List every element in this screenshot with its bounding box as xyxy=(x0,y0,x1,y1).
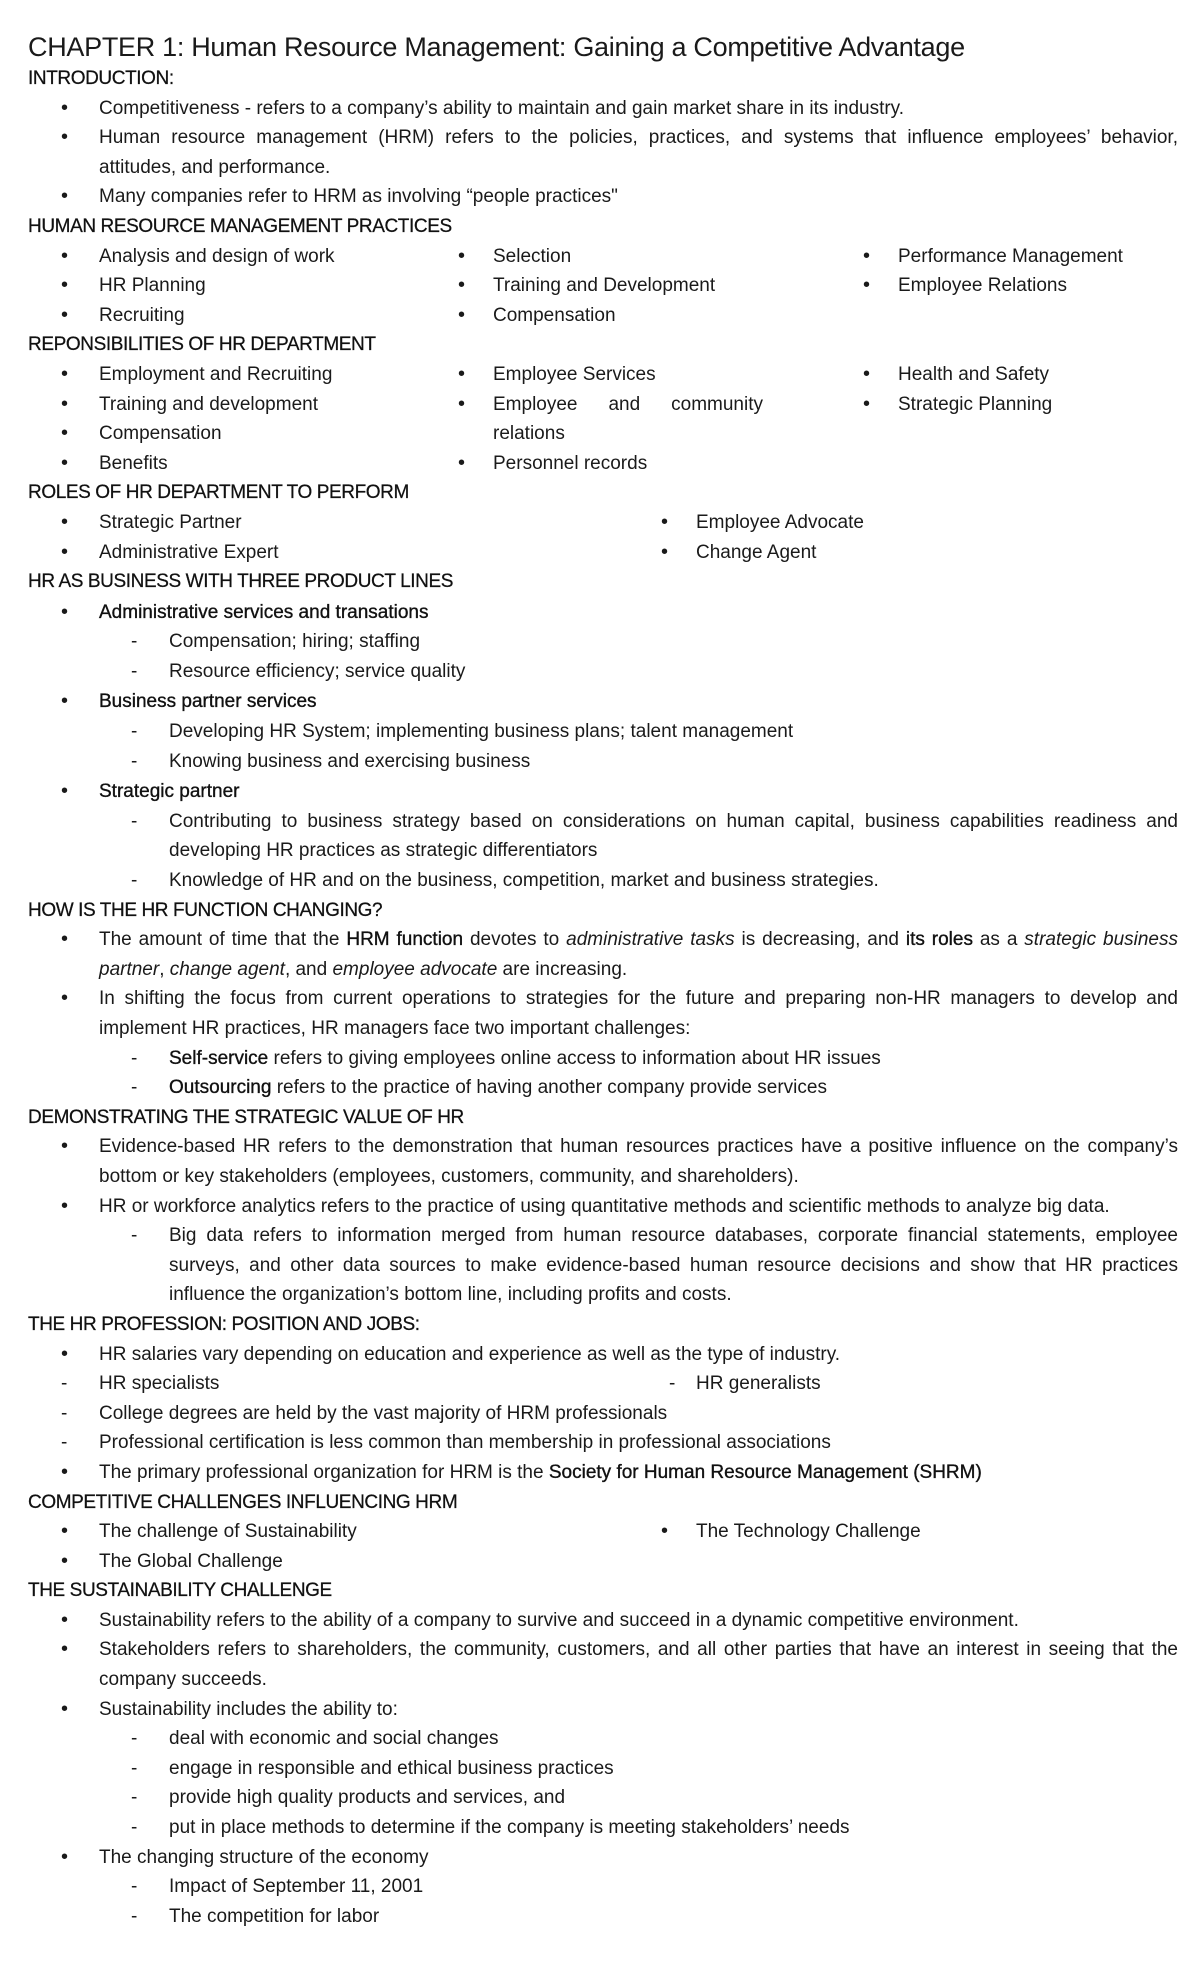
roles-heading: ROLES OF HR DEPARTMENT TO PERFORM xyxy=(28,482,409,504)
challenges-col-1 xyxy=(28,1517,666,1576)
list-item xyxy=(28,1458,1178,1488)
list-item: - Knowing business and exercising business xyxy=(28,747,1178,777)
list-item: - deal with economic and social changes xyxy=(28,1724,1178,1754)
list-item: • Evidence-based HR refers to the demonstration that human resources practices have a positive influence on the company’s bottom or key stakeholders (employees, customers, community, and shareholders). xyxy=(28,1132,1178,1191)
intro-list xyxy=(28,94,1178,212)
changing-list xyxy=(28,925,1178,1043)
profession-heading: THE HR PROFESSION: POSITION AND JOBS: xyxy=(28,1313,420,1335)
text-run: , xyxy=(159,958,170,980)
list-item: - Big data refers to information merged from human resource databases, corporate financial statements, employee surveys, and other data sources to make evidence-based human resource decisions and show that HR practices influence the organization’s bottom line, including profits and costs. xyxy=(28,1221,1178,1310)
profession-list xyxy=(28,1340,1178,1370)
list-item: - Impact of September 11, 2001 xyxy=(28,1872,1178,1902)
practices-heading: HUMAN RESOURCE MANAGEMENT PRACTICES xyxy=(28,215,452,237)
sustainability-heading: THE SUSTAINABILITY CHALLENGE xyxy=(28,1580,332,1602)
list-item: • Analysis and design of work xyxy=(28,242,463,272)
text-run-bold: its roles xyxy=(905,929,973,951)
profession-dash-columns xyxy=(28,1369,1178,1399)
text-run-italic: employee advocate xyxy=(332,958,498,980)
roles-columns xyxy=(28,508,1178,567)
list-item: - Knowledge of HR and on the business, competition, market and business strategies. xyxy=(28,866,1178,896)
list-item: • HR salaries vary depending on education and experience as well as the type of industry. xyxy=(28,1340,1178,1370)
list-item xyxy=(28,925,1178,984)
list-item: • Strategic Planning xyxy=(868,390,1168,420)
list-item: • Personnel records xyxy=(463,449,763,479)
text-run-bold: Society for Human Resource Management (SHRM) xyxy=(548,1461,982,1483)
text-run: is decreasing, and xyxy=(734,929,906,951)
practices-columns xyxy=(28,242,1178,331)
list-item: • HR Planning xyxy=(28,271,463,301)
changing-heading: HOW IS THE HR FUNCTION CHANGING? xyxy=(28,899,383,921)
definition: refers to giving employees online access to information about HR issues xyxy=(268,1047,881,1069)
list-item: - put in place methods to determine if the company is meeting stakeholders’ needs xyxy=(28,1813,1178,1843)
text-run-bold: HRM function xyxy=(346,929,464,951)
challenges-heading: COMPETITIVE CHALLENGES INFLUENCING HRM xyxy=(28,1491,458,1513)
profession-dash-col-1 xyxy=(28,1369,666,1399)
sustainability-abilities xyxy=(28,1724,1178,1842)
list-item: • The Technology Challenge xyxy=(666,1517,1146,1547)
profession-list xyxy=(28,1458,1178,1488)
list-item: - The competition for labor xyxy=(28,1902,1178,1932)
responsibilities-col-3 xyxy=(868,360,1168,478)
product-line-label: Business partner services xyxy=(99,691,317,713)
list-item xyxy=(28,1044,1178,1074)
practices-col-3 xyxy=(868,242,1168,331)
responsibilities-heading: REPONSIBILITIES OF HR DEPARTMENT xyxy=(28,334,376,356)
list-item: • Competitiveness - refers to a company’s ability to maintain and gain market share in its industry. xyxy=(28,94,1178,124)
term: Outsourcing xyxy=(169,1077,272,1099)
list-item: • Employee Advocate xyxy=(666,508,1146,538)
sustainability-list xyxy=(28,1606,1178,1724)
list-item: • Performance Management xyxy=(868,242,1168,272)
product-lines-list xyxy=(28,687,1178,717)
text-run: are increasing. xyxy=(497,958,628,980)
list-item: - engage in responsible and ethical business practices xyxy=(28,1754,1178,1784)
product-line-sublist xyxy=(28,717,1178,776)
product-line-item xyxy=(28,687,1178,717)
intro-heading: INTRODUCTION: xyxy=(28,68,174,89)
list-item xyxy=(28,1073,1178,1103)
list-item: - HR generalists xyxy=(666,1369,1146,1399)
text-run: The amount of time that the xyxy=(99,929,347,951)
profession-dash-list xyxy=(28,1399,1178,1458)
product-line-item xyxy=(28,598,1178,628)
list-item: • The challenge of Sustainability xyxy=(28,1517,666,1547)
list-item: • Recruiting xyxy=(28,301,463,331)
list-item: • Employment and Recruiting xyxy=(28,360,463,390)
list-item: • Human resource management (HRM) refers to the policies, practices, and systems that influence employees’ behavior, attitudes, and performance. xyxy=(28,123,1178,182)
list-item: • In shifting the focus from current operations to strategies for the future and preparing non-HR managers to develop and implement HR practices, HR managers face two important challenges: xyxy=(28,984,1178,1043)
list-item: • Employee Relations xyxy=(868,271,1168,301)
list-item: • Stakeholders refers to shareholders, the community, customers, and all other parties that have an interest in seeing that the company succeeds. xyxy=(28,1635,1178,1694)
text-run: The primary professional organization for HRM is the xyxy=(99,1461,549,1483)
product-line-label: Strategic partner xyxy=(99,781,240,803)
product-line-sublist xyxy=(28,627,1178,686)
list-item: • Compensation xyxy=(463,301,868,331)
roles-col-2 xyxy=(666,508,1146,567)
profession-dash-col-2 xyxy=(666,1369,1146,1399)
text-run-italic: administrative tasks xyxy=(566,929,735,951)
text-run: , and xyxy=(284,958,333,980)
list-item: • Selection xyxy=(463,242,868,272)
product-lines-list xyxy=(28,598,1178,628)
product-lines-list xyxy=(28,777,1178,807)
product-lines-heading: HR AS BUSINESS WITH THREE PRODUCT LINES xyxy=(28,571,453,593)
text-run-italic: change agent xyxy=(169,958,285,980)
responsibilities-columns xyxy=(28,360,1178,478)
economy-sublist xyxy=(28,1872,1178,1931)
list-item: - Professional certification is less common than membership in professional associations xyxy=(28,1428,1178,1458)
term: Self-service xyxy=(169,1047,269,1069)
list-item: • Employee and community relations xyxy=(463,390,763,449)
list-item: • Change Agent xyxy=(666,538,1146,568)
list-item: • Strategic Partner xyxy=(28,508,666,538)
list-item: - College degrees are held by the vast majority of HRM professionals xyxy=(28,1399,1178,1429)
strategic-value-heading: DEMONSTRATING THE STRATEGIC VALUE OF HR xyxy=(28,1106,464,1128)
definition: refers to the practice of having another company provide services xyxy=(271,1077,827,1099)
challenges-columns xyxy=(28,1517,1178,1576)
list-item: • Administrative Expert xyxy=(28,538,666,568)
list-item: • Compensation xyxy=(28,419,463,449)
responsibilities-col-1 xyxy=(28,360,463,478)
list-item: - Resource efficiency; service quality xyxy=(28,657,1178,687)
list-item: - Contributing to business strategy based on considerations on human capital, business capabilities readiness and developing HR practices as strategic differentiators xyxy=(28,807,1178,866)
list-item: • The Global Challenge xyxy=(28,1547,666,1577)
chapter-title: CHAPTER 1: Human Resource Management: Gaining a Competitive Advantage xyxy=(28,32,965,62)
list-item: - Compensation; hiring; staffing xyxy=(28,627,1178,657)
list-item: - HR specialists xyxy=(28,1369,666,1399)
product-line-label: Administrative services and transations xyxy=(99,601,429,623)
roles-col-1 xyxy=(28,508,666,567)
list-item: • Benefits xyxy=(28,449,463,479)
text-run: devotes to xyxy=(463,929,567,951)
responsibilities-col-2 xyxy=(463,360,763,478)
text-run: as a xyxy=(972,929,1025,951)
list-item: - Developing HR System; implementing business plans; talent management xyxy=(28,717,1178,747)
product-line-item xyxy=(28,777,1178,807)
list-item: • HR or workforce analytics refers to the practice of using quantitative methods and scientific methods to analyze big data. xyxy=(28,1192,1178,1222)
list-item: - provide high quality products and services, and xyxy=(28,1783,1178,1813)
challenges-col-2 xyxy=(666,1517,1146,1576)
text-run-italic: strategic business partner xyxy=(99,929,1178,980)
practices-col-1 xyxy=(28,242,463,331)
list-item: • Sustainability refers to the ability of a company to survive and succeed in a dynamic competitive environment. xyxy=(28,1606,1178,1636)
list-item: • The changing structure of the economy xyxy=(28,1843,1178,1873)
product-line-sublist xyxy=(28,807,1178,896)
list-item: • Many companies refer to HRM as involving “people practices" xyxy=(28,182,1178,212)
strategic-value-list xyxy=(28,1132,1178,1221)
practices-col-2 xyxy=(463,242,868,331)
strategic-value-sublist xyxy=(28,1221,1178,1310)
list-item: • Training and development xyxy=(28,390,463,420)
list-item: • Sustainability includes the ability to: xyxy=(28,1695,1178,1725)
list-item: • Training and Development xyxy=(463,271,868,301)
list-item: • Health and Safety xyxy=(868,360,1168,390)
list-item: • Employee Services xyxy=(463,360,763,390)
sustainability-list xyxy=(28,1843,1178,1873)
challenges-sublist xyxy=(28,1044,1178,1103)
